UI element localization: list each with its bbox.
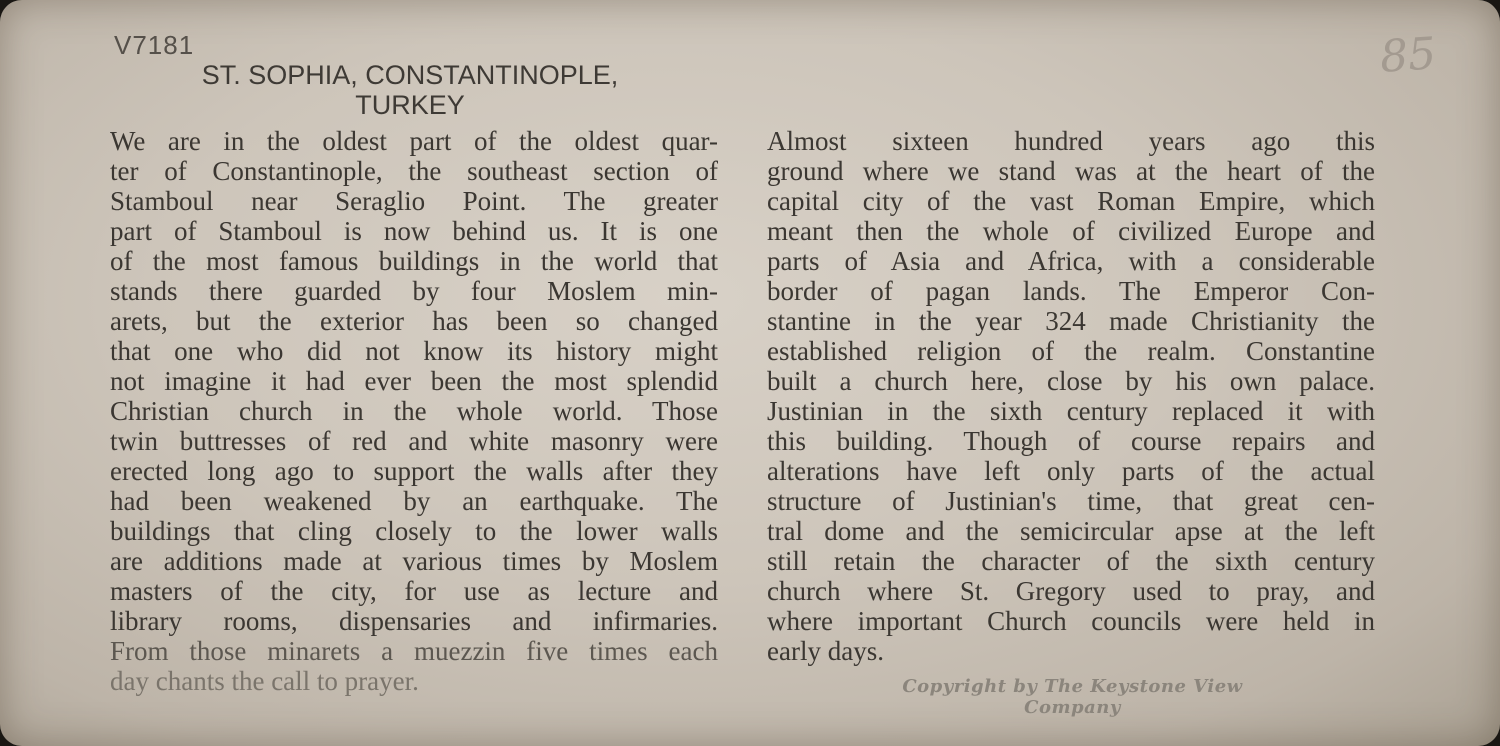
title-line-2: TURKEY	[355, 90, 465, 120]
handwritten-number: 85	[1378, 28, 1438, 83]
text-line: buildings that cling closely to the lower walls	[110, 516, 718, 546]
catalog-number: V7181	[114, 30, 195, 60]
text-line: border of pagan lands. The Emperor Con-	[767, 276, 1375, 306]
text-line: not imagine it had ever been the most splendid	[110, 366, 718, 396]
text-line: are additions made at various times by Moslem	[110, 546, 718, 576]
text-line: where important Church councils were held in	[767, 606, 1375, 636]
copyright-notice: Copyright by The Keystone View Company	[902, 676, 1243, 718]
text-line: erected long ago to support the walls after they	[110, 456, 718, 486]
text-line: this building. Though of course repairs and	[767, 426, 1375, 456]
text-line: had been weakened by an earthquake. The	[110, 486, 718, 516]
text-line: meant then the whole of civilized Europe and	[767, 216, 1375, 246]
text-line: stands there guarded by four Moslem min-	[110, 276, 718, 306]
text-line: church where St. Gregory used to pray, and	[767, 576, 1375, 606]
text-line: of the most famous buildings in the world that	[110, 246, 718, 276]
title-line-1: ST. SOPHIA, CONSTANTINOPLE,	[201, 60, 619, 90]
text-line: Christian church in the whole world. Those	[110, 396, 718, 426]
text-line: built a church here, close by his own palace.	[767, 366, 1375, 396]
card-title	[120, 60, 700, 120]
text-line: established religion of the realm. Constantine	[767, 336, 1375, 366]
text-line: Stamboul near Seraglio Point. The greater	[110, 186, 718, 216]
text-line: stantine in the year 324 made Christianity the	[767, 306, 1375, 336]
text-line: tral dome and the semicircular apse at the left	[767, 516, 1375, 546]
right-text-column	[767, 126, 1375, 666]
text-line: Almost sixteen hundred years ago this	[767, 126, 1375, 156]
text-line: masters of the city, for use as lecture and	[110, 576, 718, 606]
text-line: early days.	[767, 636, 884, 666]
text-line: ground where we stand was at the heart of the	[767, 156, 1375, 186]
text-line: Justinian in the sixth century replaced it with	[767, 396, 1375, 426]
text-line: that one who did not know its history might	[110, 336, 718, 366]
text-line: library rooms, dispensaries and infirmaries.	[110, 606, 718, 636]
text-line: capital city of the vast Roman Empire, which	[767, 186, 1375, 216]
text-line: twin buttresses of red and white masonry were	[110, 426, 718, 456]
text-line: alterations have left only parts of the actual	[767, 456, 1375, 486]
text-line: part of Stamboul is now behind us. It is one	[110, 216, 718, 246]
text-line: arets, but the exterior has been so changed	[110, 306, 718, 336]
text-line: parts of Asia and Africa, with a considerable	[767, 246, 1375, 276]
text-line: still retain the character of the sixth century	[767, 546, 1375, 576]
text-line: day chants the call to prayer.	[110, 666, 419, 696]
text-line: structure of Justinian's time, that great cen-	[767, 486, 1375, 516]
text-line: We are in the oldest part of the oldest quar-	[110, 126, 718, 156]
left-text-column	[110, 126, 718, 696]
text-line: From those minarets a muezzin five times each	[110, 636, 718, 666]
text-line: ter of Constantinople, the southeast section of	[110, 156, 718, 186]
